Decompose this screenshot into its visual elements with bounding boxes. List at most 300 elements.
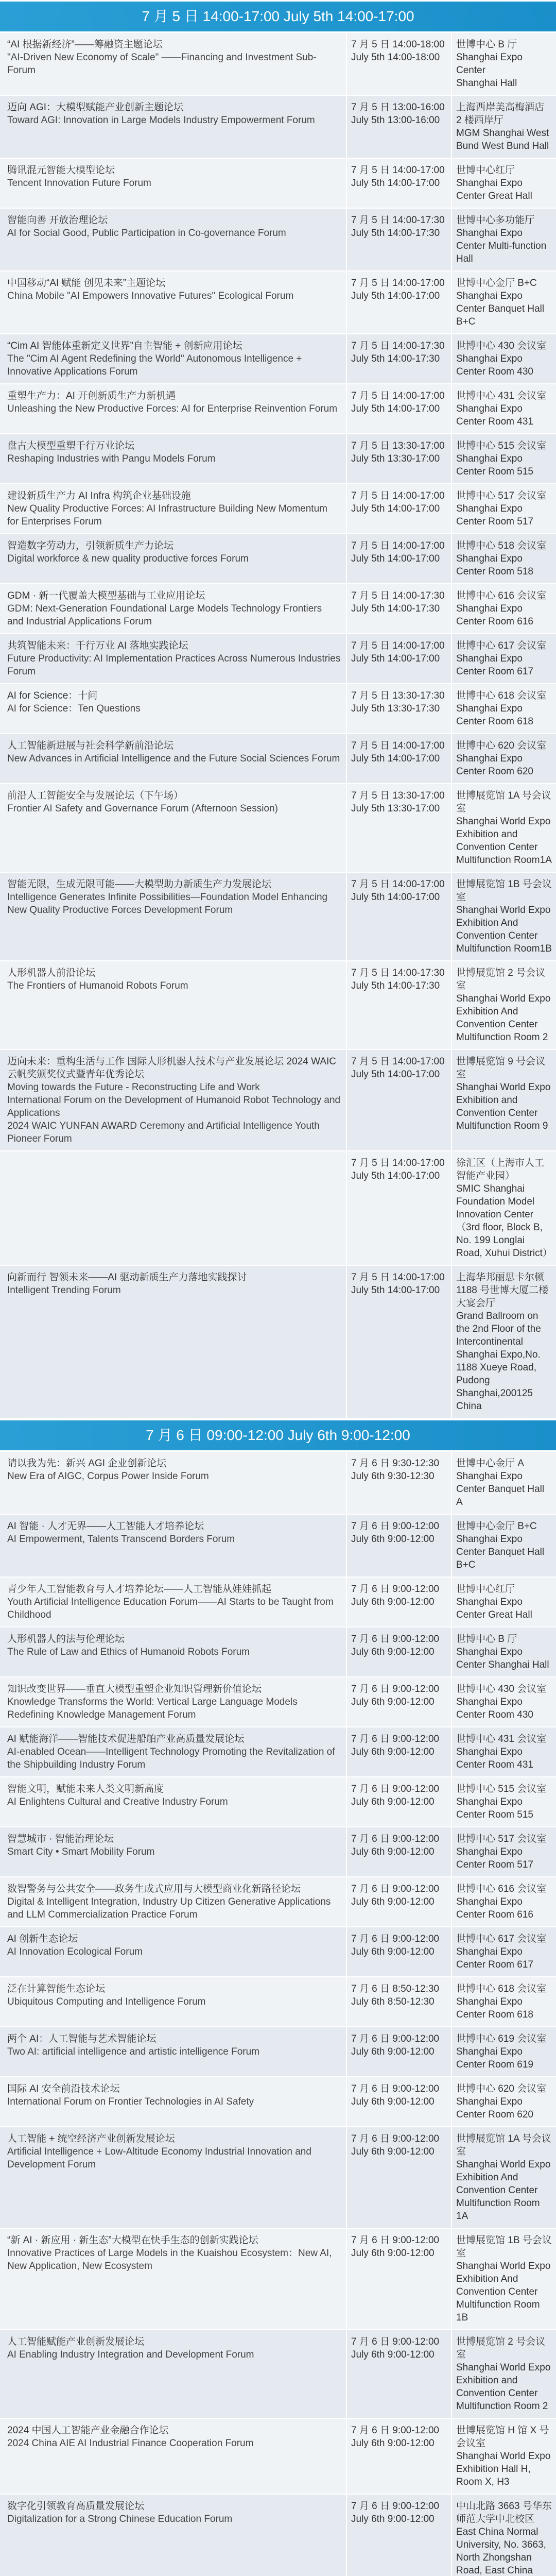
forum-time-cell — [346, 2077, 451, 2126]
forum-title-cell — [0, 334, 346, 383]
forum-time: 7 月 5 日 14:00-17:30 July 5th 14:00-17:30 — [351, 590, 445, 614]
forum-venue: 世博中心金厅 A Shanghai Expo Center Banquet Hall A — [456, 1458, 545, 1507]
schedule-row — [0, 33, 556, 96]
forum-title-cell — [0, 784, 346, 872]
forum-venue-cell — [451, 684, 556, 733]
forum-time-cell — [346, 2419, 451, 2494]
forum-title-en: Intelligent Trending Forum — [7, 1285, 121, 1296]
forum-venue-cell — [451, 2229, 556, 2329]
forum-time-cell — [346, 784, 451, 872]
forum-venue: 世博中心 617 会议室 Shanghai Expo Center Room 617 — [456, 1934, 547, 1970]
forum-venue: 上海西岸美高梅酒店 2 楼西岸厅 MGM Shanghai West Bund West Bund Hall — [456, 102, 549, 151]
forum-venue-cell — [451, 2419, 556, 2494]
forum-title-en: Ubiquitous Computing and Intelligence Forum — [7, 1996, 206, 2007]
forum-time: 7 月 6 日 9:00-12:00 July 6th 9:00-12:00 — [351, 1634, 440, 1657]
forum-time-cell — [346, 1050, 451, 1150]
forum-title-cell — [0, 1050, 346, 1150]
forum-venue: 世博中心红厅 Shanghai Expo Center Great Hall — [456, 1584, 532, 1620]
forum-venue-cell — [451, 209, 556, 270]
forum-venue: 世博中心 618 会议室 Shanghai Expo Center Room 618 — [456, 1984, 547, 2020]
forum-time-cell — [346, 1727, 451, 1776]
schedule-row — [0, 484, 556, 534]
forum-title-en: Smart City • Smart Mobility Forum — [7, 1846, 155, 1857]
forum-title-zh: AI 智能 · 人才无界——人工智能人才培养论坛 — [7, 1521, 204, 1532]
forum-time: 7 月 6 日 9:00-12:00 July 6th 9:00-12:00 — [351, 1934, 440, 1957]
forum-venue-cell — [451, 1151, 556, 1265]
schedule-row — [0, 584, 556, 634]
forum-title-cell — [0, 1515, 346, 1577]
schedule-row — [0, 1452, 556, 1515]
forum-title-en: AI Enabling Industry Integration and Development Forum — [7, 2349, 254, 2360]
forum-venue: 世博中心多功能厅 Shanghai Expo Center Multi-function Hall — [456, 215, 547, 264]
forum-time-cell — [346, 534, 451, 583]
schedule-row — [0, 2077, 556, 2127]
forum-time: 7 月 5 日 14:00-17:00 July 5th 14:00-17:00 — [351, 740, 445, 764]
forum-venue: 徐汇区（上海市人工智能产业园） SMIC Shanghai Foundation Model Innovation Center （3rd floor, Block B, No. 199 Longlai Road, Xuhui District） — [456, 1158, 552, 1259]
forum-title-zh: AI for Science：十问 — [7, 690, 98, 701]
forum-time: 7 月 6 日 9:00-12:00 July 6th 9:00-12:00 — [351, 2033, 440, 2057]
forum-time: 7 月 5 日 14:00-17:00 July 5th 14:00-17:00 — [351, 1056, 445, 1080]
day-header: 7 月 5 日 14:00-17:00 July 5th 14:00-17:00 — [0, 0, 556, 33]
forum-time: 7 月 5 日 14:00-17:00 July 5th 14:00-17:00 — [351, 165, 445, 189]
forum-venue-cell — [451, 2077, 556, 2126]
forum-time-cell — [346, 2495, 451, 2576]
forum-time-cell — [346, 734, 451, 783]
forum-venue: 世博中心 619 会议室 Shanghai Expo Center Room 619 — [456, 2033, 547, 2070]
schedule-row — [0, 1877, 556, 1927]
forum-title-en: Digitalization for a Strong Chinese Education Forum — [7, 2514, 233, 2524]
schedule-row — [0, 634, 556, 684]
forum-title-cell — [0, 2419, 346, 2494]
forum-title-en: AI Innovation Ecological Forum — [7, 1946, 143, 1957]
forum-title-en: International Forum on Frontier Technologies in AI Safety — [7, 2096, 254, 2107]
forum-time-cell — [346, 159, 451, 208]
forum-time: 7 月 6 日 9:00-12:00 July 6th 9:00-12:00 — [351, 2336, 440, 2360]
forum-venue: 中山北路 3663 号华东师范大学中北校区 East China Normal University, No. 3663, North Zhongshan Road, East China — [456, 2501, 552, 2576]
day-header: 7 月 6 日 09:00-12:00 July 6th 9:00-12:00 — [0, 1419, 556, 1452]
forum-title-cell — [0, 1578, 346, 1626]
forum-venue-cell — [451, 1677, 556, 1726]
forum-venue-cell — [451, 1977, 556, 2026]
forum-title-cell — [0, 1266, 346, 1418]
forum-title-cell — [0, 1677, 346, 1726]
schedule-row — [0, 159, 556, 209]
forum-title-cell — [0, 159, 346, 208]
forum-time: 7 月 6 日 9:00-12:00 July 6th 9:00-12:00 — [351, 1521, 440, 1545]
forum-time: 7 月 5 日 14:00-17:00 July 5th 14:00-17:00 — [351, 1158, 445, 1181]
forum-title-zh: 2024 中国人工智能产业金融合作论坛 — [7, 2425, 169, 2436]
forum-title-zh: 人形机器人前沿论坛 — [7, 968, 96, 978]
schedule-row — [0, 2027, 556, 2077]
forum-venue: 世博中心 517 会议室 Shanghai Expo Center Room 517 — [456, 490, 547, 527]
forum-title-en: The Rule of Law and Ethics of Humanoid Robots Forum — [7, 1647, 250, 1657]
forum-title-zh: 盘古大模型重塑千行万业论坛 — [7, 440, 135, 451]
forum-time-cell — [346, 434, 451, 483]
forum-venue: 世博展览馆 2 号会议室 Shanghai World Expo Exhibition and Convention Center Multifunction Room 2 — [456, 2336, 551, 2412]
forum-title-cell — [0, 684, 346, 733]
forum-title-en: AI for Science：Ten Questions — [7, 703, 141, 714]
forum-venue: 世博展览馆 1B 号会议室 Shanghai World Expo Exhibition And Convention Center Multifunction Room1B — [456, 879, 552, 954]
schedule-row — [0, 1977, 556, 2027]
forum-title-zh: 泛在计算智能生态论坛 — [7, 1984, 106, 1994]
forum-title-en: Reshaping Industries with Pangu Models Forum — [7, 453, 216, 464]
schedule-row — [0, 1628, 556, 1677]
forum-time: 7 月 5 日 14:00-17:30 July 5th 14:00-17:30 — [351, 341, 445, 364]
schedule-row — [0, 1727, 556, 1777]
schedule-row — [0, 1927, 556, 1977]
schedule-row — [0, 1151, 556, 1266]
forum-time-cell — [346, 334, 451, 383]
forum-title-zh: AI 创新生态论坛 — [7, 1934, 78, 1944]
forum-title-cell — [0, 1452, 346, 1514]
forum-time: 7 月 5 日 14:00-17:00 July 5th 14:00-17:00 — [351, 391, 445, 414]
forum-title-en: AI for Social Good, Public Participation in Co-governance Forum — [7, 228, 286, 239]
forum-title-cell — [0, 634, 346, 683]
forum-title-en: Digital workforce & new quality productive forces Forum — [7, 553, 249, 564]
forum-title-cell — [0, 534, 346, 583]
forum-time-cell — [346, 584, 451, 633]
forum-time-cell — [346, 961, 451, 1049]
forum-title-cell — [0, 96, 346, 158]
forum-title-cell — [0, 384, 346, 433]
forum-time: 7 月 6 日 8:50-12:30 July 6th 8:50-12:30 — [351, 1984, 440, 2007]
forum-time: 7 月 6 日 9:00-12:00 July 6th 9:00-12:00 — [351, 1884, 440, 1907]
forum-time-cell — [346, 2330, 451, 2418]
forum-time: 7 月 6 日 9:00-12:00 July 6th 9:00-12:00 — [351, 1834, 440, 1857]
forum-time: 7 月 6 日 9:00-12:00 July 6th 9:00-12:00 — [351, 2133, 440, 2157]
forum-time: 7 月 5 日 14:00-17:00 July 5th 14:00-17:00 — [351, 278, 445, 301]
schedule-row — [0, 534, 556, 584]
forum-time: 7 月 6 日 9:00-12:00 July 6th 9:00-12:00 — [351, 2425, 440, 2449]
forum-title-zh: 数字化引领教育高质量发展论坛 — [7, 2501, 145, 2512]
forum-venue: 世博中心 B 厅 Shanghai Expo Center Shanghai Hall — [456, 39, 523, 89]
schedule-row — [0, 272, 556, 334]
forum-venue-cell — [451, 1452, 556, 1514]
forum-venue-cell — [451, 1927, 556, 1976]
forum-venue-cell — [451, 1050, 556, 1150]
forum-title-zh: 国际 AI 安全前沿技术论坛 — [7, 2083, 120, 2094]
forum-title-cell — [0, 2495, 346, 2576]
forum-time-cell — [346, 1452, 451, 1514]
forum-title-zh: 重塑生产力：AI 开创新质生产力新机遇 — [7, 391, 176, 401]
forum-venue-cell — [451, 384, 556, 433]
forum-time-cell — [346, 272, 451, 333]
forum-title-en: Toward AGI: Innovation in Large Models Industry Empowerment Forum — [7, 115, 315, 126]
forum-time: 7 月 6 日 9:30-12:30 July 6th 9:30-12:30 — [351, 1458, 440, 1482]
forum-venue-cell — [451, 434, 556, 483]
forum-title-zh: 智能文明，赋能未来人类文明新高度 — [7, 1784, 164, 1794]
forum-title-en: Frontier AI Safety and Governance Forum (Afternoon Session) — [7, 803, 278, 814]
forum-title-en: GDM: Next-Generation Foundational Large Models Technology Frontiers and Industrial Applications Forum — [7, 603, 322, 627]
schedule-row — [0, 2127, 556, 2229]
schedule-row — [0, 96, 556, 159]
forum-time-cell — [346, 2229, 451, 2329]
forum-time: 7 月 6 日 9:00-12:00 July 6th 9:00-12:00 — [351, 1734, 440, 1757]
forum-venue: 世博中心 616 会议室 Shanghai Expo Center Room 616 — [456, 590, 547, 627]
forum-venue: 世博展览馆 9 号会议室 Shanghai World Expo Exhibition and Convention Center Multifunction Room 9 — [456, 1056, 551, 1131]
schedule-row — [0, 784, 556, 873]
forum-title-zh: 智能向善 开放治理论坛 — [7, 215, 108, 226]
forum-venue: 世博展览馆 1A 号会议室 Shanghai World Expo Exhibition and Convention Center Multifunction Room1A — [456, 790, 552, 866]
forum-title-zh: 建设新质生产力 AI Infra 构筑企业基础设施 — [7, 490, 191, 501]
forum-title-en: Intelligence Generates Infinite Possibilities—Foundation Model Enhancing New Quality Productive Forces Development Forum — [7, 892, 328, 916]
forum-title-en: 2024 China AIE AI Industrial Finance Cooperation Forum — [7, 2438, 254, 2449]
forum-title-zh: 青少年人工智能教育与人才培养论坛——人工智能从娃娃抓起 — [7, 1584, 272, 1595]
forum-time-cell — [346, 384, 451, 433]
forum-time: 7 月 6 日 9:00-12:00 July 6th 9:00-12:00 — [351, 2235, 440, 2259]
forum-venue-cell — [451, 96, 556, 158]
forum-title-cell — [0, 1151, 346, 1265]
forum-venue: 世博中心 515 会议室 Shanghai Expo Center Room 515 — [456, 1784, 547, 1820]
forum-venue-cell — [451, 1628, 556, 1676]
forum-title-cell — [0, 1877, 346, 1926]
forum-time: 7 月 5 日 14:00-17:00 July 5th 14:00-17:00 — [351, 1272, 445, 1296]
forum-title-en: Moving towards the Future - Reconstructing Life and Work International Forum on the Development of Humanoid Robot Technology and Applications 2024 WAIC YUNFAN AWARD Ceremony and Artificial Intelligence Youth Pioneer Forum — [7, 1082, 341, 1144]
forum-title-en: Innovative Practices of Large Models in the Kuaishou Ecosystem：New AI, New Application, New Ecosystem — [7, 2248, 332, 2272]
forum-title-en: AI-enabled Ocean——Intelligent Technology Promoting the Revitalization of the Shipbuilding Industry Forum — [7, 1747, 335, 1770]
schedule-row — [0, 434, 556, 484]
forum-venue-cell — [451, 873, 556, 960]
schedule-row — [0, 684, 556, 734]
forum-title-en: Tencent Innovation Future Forum — [7, 178, 151, 189]
forum-title-en: The Frontiers of Humanoid Robots Forum — [7, 980, 188, 991]
forum-time: 7 月 5 日 13:30-17:30 July 5th 13:30-17:30 — [351, 690, 445, 714]
forum-venue-cell — [451, 334, 556, 383]
forum-time-cell — [346, 1266, 451, 1418]
forum-title-en: The "Cim AI Agent Redefining the World" Autonomous Intelligence + Innovative Applications Forum — [7, 353, 302, 377]
forum-time: 7 月 6 日 9:00-12:00 July 6th 9:00-12:00 — [351, 1684, 440, 1707]
forum-venue: 世博展览馆 2 号会议室 Shanghai World Expo Exhibition And Convention Center Multifunction Room 2 — [456, 968, 551, 1043]
forum-time: 7 月 6 日 9:00-12:00 July 6th 9:00-12:00 — [351, 2501, 440, 2524]
forum-time: 7 月 5 日 14:00-17:30 July 5th 14:00-17:30 — [351, 215, 445, 239]
forum-title-zh: 迈向未来：重构生活与工作 国际人形机器人技术与产业发展论坛 2024 WAIC 云帆奖颁奖仪式暨青年优秀论坛 — [7, 1056, 337, 1080]
forum-title-en: New Quality Productive Forces: AI Infrastructure Building New Momentum for Enterprises Forum — [7, 503, 327, 527]
forum-venue: 世博展览馆 H 馆 X 号会议室 Shanghai World Expo Exhibition Hall H, Room X, H3 — [456, 2425, 551, 2487]
schedule-row — [0, 209, 556, 272]
forum-time: 7 月 5 日 13:00-16:00 July 5th 13:00-16:00 — [351, 102, 445, 126]
forum-venue-cell — [451, 784, 556, 872]
forum-title-zh: 前沿人工智能安全与发展论坛（下午场） — [7, 790, 184, 801]
forum-title-en: Two AI: artificial intelligence and artistic intelligence Forum — [7, 2046, 260, 2057]
schedule-row — [0, 1677, 556, 1727]
forum-title-cell — [0, 1777, 346, 1826]
forum-venue: 世博中心 431 会议室 Shanghai Expo Center Room 431 — [456, 391, 547, 427]
forum-title-en: AI Empowerment, Talents Transcend Borders Forum — [7, 1534, 235, 1545]
forum-time: 7 月 5 日 13:30-17:00 July 5th 13:30-17:00 — [351, 440, 445, 464]
forum-time: 7 月 5 日 14:00-17:30 July 5th 14:00-17:30 — [351, 968, 445, 991]
forum-time-cell — [346, 33, 451, 95]
forum-title-cell — [0, 33, 346, 95]
forum-venue: 世博展览馆 1A 号会议室 Shanghai World Expo Exhibition And Convention Center Multifunction Room 1A — [456, 2133, 551, 2222]
forum-title-cell — [0, 2077, 346, 2126]
forum-title-zh: 腾讯混元智能大模型论坛 — [7, 165, 115, 176]
forum-venue: 世博中心 620 会议室 Shanghai Expo Center Room 620 — [456, 2083, 547, 2120]
forum-venue-cell — [451, 2330, 556, 2418]
forum-time-cell — [346, 873, 451, 960]
forum-title-cell — [0, 434, 346, 483]
forum-venue: 世博中心 430 会议室 Shanghai Expo Center Room 430 — [456, 341, 547, 377]
forum-time-cell — [346, 96, 451, 158]
forum-venue-cell — [451, 159, 556, 208]
forum-venue-cell — [451, 2027, 556, 2076]
forum-title-zh: 人工智能新进展与社会科学新前沿论坛 — [7, 740, 174, 751]
forum-venue: 世博中心金厅 B+C Shanghai Expo Center Banquet Hall B+C — [456, 1521, 545, 1570]
forum-time: 7 月 5 日 14:00-17:00 July 5th 14:00-17:00 — [351, 490, 445, 514]
forum-title-cell — [0, 484, 346, 533]
forum-title-cell — [0, 2229, 346, 2329]
forum-time-cell — [346, 1151, 451, 1265]
forum-venue: 世博中心 430 会议室 Shanghai Expo Center Room 430 — [456, 1684, 547, 1720]
forum-title-zh: 人工智能赋能产业创新发展论坛 — [7, 2336, 145, 2347]
forum-time: 7 月 6 日 9:00-12:00 July 6th 9:00-12:00 — [351, 1584, 440, 1607]
forum-time-cell — [346, 1877, 451, 1926]
forum-title-en: China Mobile "AI Empowers Innovative Futures" Ecological Forum — [7, 291, 294, 301]
forum-title-en: New Advances in Artificial Intelligence and the Future Social Sciences Forum — [7, 753, 340, 764]
forum-time-cell — [346, 1578, 451, 1626]
forum-title-en: Artificial Intelligence + Low-Altitude Economy Industrial Innovation and Development Forum — [7, 2146, 311, 2170]
forum-title-zh: “Cim AI 智能体重新定义世界”自主智能 + 创新应用论坛 — [7, 341, 242, 351]
forum-venue-cell — [451, 734, 556, 783]
forum-venue-cell — [451, 2127, 556, 2228]
forum-time: 7 月 5 日 14:00-17:00 July 5th 14:00-17:00 — [351, 879, 445, 903]
forum-venue: 上海华邦丽思卡尔顿 1188 号世博大厦二楼大宴会厅 Grand Ballroom on the 2nd Floor of the Intercontinental Shanghai Expo,No. 1188 Xueye Road, Pudong Shanghai,200125 China — [456, 1272, 549, 1412]
forum-venue-cell — [451, 584, 556, 633]
forum-title-cell — [0, 2127, 346, 2228]
forum-title-zh: 智慧城市 · 智能治理论坛 — [7, 1834, 114, 1844]
forum-title-en: Future Productivity: AI Implementation Practices Across Numerous Industries Forum — [7, 653, 341, 677]
forum-title-cell — [0, 1827, 346, 1876]
forum-title-en: Youth Artificial Intelligence Education Forum——AI Starts to be Taught from Childhood — [7, 1597, 334, 1620]
forum-venue-cell — [451, 484, 556, 533]
forum-time-cell — [346, 1977, 451, 2026]
forum-title-en: Unleashing the New Productive Forces: AI for Enterprise Reinvention Forum — [7, 403, 338, 414]
forum-title-zh: 数智警务与公共安全——政务生成式应用与大模型商业化新路径论坛 — [7, 1884, 301, 1894]
schedule-row — [0, 873, 556, 961]
forum-venue-cell — [451, 1266, 556, 1418]
forum-time: 7 月 6 日 9:00-12:00 July 6th 9:00-12:00 — [351, 2083, 440, 2107]
forum-time-cell — [346, 1927, 451, 1976]
forum-title-zh: “AI 根据新经济”——筹融资主题论坛 — [7, 39, 163, 50]
forum-title-zh: 智能无限，生成无限可能——大模型助力新质生产力发展论坛 — [7, 879, 272, 890]
forum-title-zh: 智造数字劳动力，引领新质生产力论坛 — [7, 540, 174, 551]
forum-time-cell — [346, 634, 451, 683]
forum-venue: 世博中心红厅 Shanghai Expo Center Great Hall — [456, 165, 532, 201]
forum-time-cell — [346, 2127, 451, 2228]
forum-venue-cell — [451, 1727, 556, 1776]
schedule-row — [0, 2330, 556, 2419]
forum-venue: 世博中心 431 会议室 Shanghai Expo Center Room 431 — [456, 1734, 547, 1770]
forum-time: 7 月 5 日 14:00-17:00 July 5th 14:00-17:00 — [351, 540, 445, 564]
schedule-row — [0, 1827, 556, 1877]
forum-time: 7 月 5 日 14:00-17:00 July 5th 14:00-17:00 — [351, 640, 445, 664]
forum-title-cell — [0, 584, 346, 633]
forum-title-en: Digital & Intelligent Integration, Industry Up Citizen Generative Applications and LLM Commercialization Practice Forum — [7, 1896, 331, 1920]
forum-title-cell — [0, 2330, 346, 2418]
schedule-row — [0, 734, 556, 784]
forum-time: 7 月 5 日 14:00-18:00 July 5th 14:00-18:00 — [351, 39, 445, 63]
forum-venue-cell — [451, 1827, 556, 1876]
schedule-row — [0, 1266, 556, 1419]
forum-title-cell — [0, 873, 346, 960]
forum-title-zh: 两个 AI：人工智能与艺术智能论坛 — [7, 2033, 157, 2044]
forum-venue: 世博展览馆 1B 号会议室 Shanghai World Expo Exhibition And Convention Center Multifunction Room 1B — [456, 2235, 552, 2323]
forum-venue-cell — [451, 2495, 556, 2576]
schedule-row — [0, 1578, 556, 1628]
forum-time: 7 月 5 日 13:30-17:00 July 5th 13:30-17:00 — [351, 790, 445, 814]
forum-venue: 世博中心 617 会议室 Shanghai Expo Center Room 617 — [456, 640, 547, 677]
forum-venue-cell — [451, 33, 556, 95]
forum-venue-cell — [451, 1777, 556, 1826]
forum-venue: 世博中心 618 会议室 Shanghai Expo Center Room 618 — [456, 690, 547, 727]
forum-venue-cell — [451, 961, 556, 1049]
forum-title-zh: 中国移动“AI 赋能 创见未来”主题论坛 — [7, 278, 166, 289]
forum-title-en: "AI-Driven New Economy of Scale" ——Financing and Investment Sub-Forum — [7, 52, 317, 76]
forum-time-cell — [346, 1628, 451, 1676]
forum-title-en: AI Enlightens Cultural and Creative Industry Forum — [7, 1797, 228, 1807]
forum-title-zh: AI 赋能海洋——智能技术促进船舶产业高质量发展论坛 — [7, 1734, 245, 1744]
forum-title-cell — [0, 1628, 346, 1676]
forum-venue: 世博中心金厅 B+C Shanghai Expo Center Banquet Hall B+C — [456, 278, 545, 327]
forum-title-en: New Era of AIGC, Corpus Power Inside Forum — [7, 1471, 209, 1482]
forum-title-zh: 人形机器人的法与伦理论坛 — [7, 1634, 125, 1645]
forum-title-cell — [0, 734, 346, 783]
forum-title-zh: 迈向 AGI：大模型赋能产业创新主题论坛 — [7, 102, 184, 113]
forum-title-zh: 知识改变世界——垂直大模型重塑企业知识管理新价值论坛 — [7, 1684, 262, 1694]
forum-venue-cell — [451, 534, 556, 583]
schedule-row — [0, 2495, 556, 2576]
forum-venue-cell — [451, 1515, 556, 1577]
forum-title-zh: 共筑智能未来：千行万业 AI 落地实践论坛 — [7, 640, 188, 651]
forum-time-cell — [346, 1515, 451, 1577]
forum-title-zh: GDM · 新一代覆盖大模型基础与工业应用论坛 — [7, 590, 205, 601]
forum-title-cell — [0, 209, 346, 270]
forum-venue: 世博中心 B 厅 Shanghai Expo Center Shanghai Hall — [456, 1634, 549, 1670]
forum-title-en: Knowledge Transforms the World: Vertical Large Language Models Redefining Knowledge Management Forum — [7, 1697, 298, 1720]
forum-time-cell — [346, 1827, 451, 1876]
forum-time: 7 月 6 日 9:00-12:00 July 6th 9:00-12:00 — [351, 1784, 440, 1807]
forum-title-cell — [0, 961, 346, 1049]
schedule-row — [0, 961, 556, 1050]
forum-title-cell — [0, 272, 346, 333]
forum-venue-cell — [451, 272, 556, 333]
forum-venue: 世博中心 616 会议室 Shanghai Expo Center Room 616 — [456, 1884, 547, 1920]
forum-title-zh: 请以我为先：新兴 AGI 企业创新论坛 — [7, 1458, 167, 1469]
forum-time-cell — [346, 1677, 451, 1726]
schedule-row — [0, 2419, 556, 2495]
schedule-row — [0, 2229, 556, 2330]
forum-title-zh: 人工智能 + 统空经济产业创新发展论坛 — [7, 2133, 175, 2144]
forum-title-cell — [0, 1727, 346, 1776]
forum-title-cell — [0, 2027, 346, 2076]
schedule-row — [0, 384, 556, 434]
forum-venue-cell — [451, 1877, 556, 1926]
forum-venue: 世博中心 620 会议室 Shanghai Expo Center Room 620 — [456, 740, 547, 777]
forum-venue: 世博中心 515 会议室 Shanghai Expo Center Room 515 — [456, 440, 547, 477]
schedule-row — [0, 334, 556, 384]
forum-venue-cell — [451, 1578, 556, 1626]
forum-time-cell — [346, 209, 451, 270]
forum-venue-cell — [451, 634, 556, 683]
schedule-row — [0, 1777, 556, 1827]
forum-title-cell — [0, 1927, 346, 1976]
forum-venue: 世博中心 518 会议室 Shanghai Expo Center Room 518 — [456, 540, 547, 577]
forum-time-cell — [346, 1777, 451, 1826]
forum-venue: 世博中心 517 会议室 Shanghai Expo Center Room 517 — [456, 1834, 547, 1870]
forum-title-zh: “新 AI · 新应用 · 新生态”大模型在快手生态的创新实践论坛 — [7, 2235, 258, 2246]
forum-time-cell — [346, 2027, 451, 2076]
forum-time-cell — [346, 684, 451, 733]
forum-title-zh: 向新而行 智领未来——AI 驱动新质生产力落地实践探讨 — [7, 1272, 247, 1283]
